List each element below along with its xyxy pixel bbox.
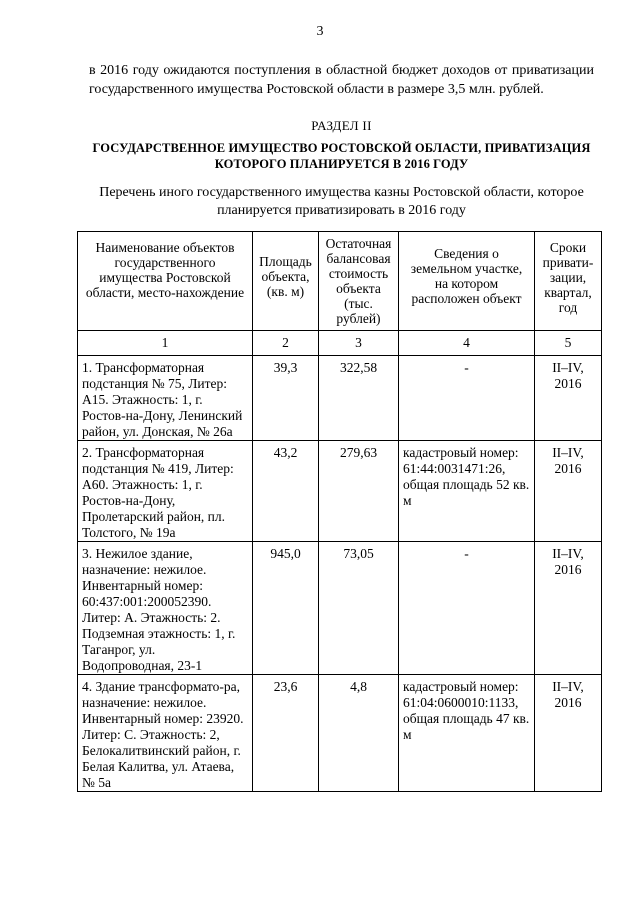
object-name: 4. Здание трансформато-ра, назначение: нежилое. Инвентарный номер: 23920. Литер: С. Этажность: 2, Белокалитвинский район, г. Белая Калитва, ул. Атаева, № 5а: [78, 675, 253, 792]
column-number: 2: [253, 331, 319, 356]
land-info: -: [399, 542, 535, 675]
header-area: Площадь объекта, (кв. м): [253, 232, 319, 331]
privatization-term: II–IV, 2016: [535, 675, 602, 792]
object-value: 4,8: [319, 675, 399, 792]
column-number: 3: [319, 331, 399, 356]
object-name: 1. Трансформаторная подстанция № 75, Литер: А15. Этажность: 1, г. Ростов-на-Дону, Ленинский район, ул. Донская, № 26а: [78, 356, 253, 441]
object-area: 43,2: [253, 441, 319, 542]
assets-table: [77, 231, 602, 792]
privatization-term: II–IV, 2016: [535, 356, 602, 441]
column-number: 1: [78, 331, 253, 356]
object-area: 39,3: [253, 356, 319, 441]
column-number: 4: [399, 331, 535, 356]
header-land: Сведения о земельном участке, на котором расположен объект: [399, 232, 535, 331]
table-row: [78, 441, 602, 542]
column-number-row: [78, 331, 602, 356]
table-row: [78, 542, 602, 675]
land-info: кадастровый номер: 61:04:0600010:1133, общая площадь 47 кв. м: [399, 675, 535, 792]
object-area: 23,6: [253, 675, 319, 792]
object-name: 3. Нежилое здание, назначение: нежилое. Инвентарный номер: 60:437:001:200052390. Литер: А. Этажность: 2. Подземная этажность: 1, г. Таганрог, ул. Водопроводная, 23-1: [78, 542, 253, 675]
object-name: 2. Трансформаторная подстанция № 419, Литер: А60. Этажность: 1, г. Ростов-на-Дону, Пролетарский район, пл. Толстого, № 19а: [78, 441, 253, 542]
header-name: Наименование объектов государственного имущества Ростовской области, место-нахождение: [78, 232, 253, 331]
section-title: ГОСУДАРСТВЕННОЕ ИМУЩЕСТВО РОСТОВСКОЙ ОБЛАСТИ, ПРИВАТИЗАЦИЯ КОТОРОГО ПЛАНИРУЕТСЯ В 2016 ГОДУ: [92, 141, 591, 171]
object-value: 73,05: [319, 542, 399, 675]
header-term: Сроки привати-зации, квартал, год: [535, 232, 602, 331]
land-info: -: [399, 356, 535, 441]
object-value: 322,58: [319, 356, 399, 441]
list-heading: Перечень иного государственного имущества казны Ростовской области, которое планируется приватизировать в 2016 году: [99, 185, 584, 218]
intro-paragraph: в 2016 году ожидаются поступления в областной бюджет доходов от приватизации государственного имущества Ростовской области в размере 3,5 млн. рублей.: [89, 63, 594, 97]
privatization-term: II–IV, 2016: [535, 542, 602, 675]
object-area: 945,0: [253, 542, 319, 675]
column-number: 5: [535, 331, 602, 356]
privatization-term: II–IV, 2016: [535, 441, 602, 542]
table-row: [78, 356, 602, 441]
header-value: Остаточная балансовая стоимость объекта (тыс. рублей): [319, 232, 399, 331]
section-label: РАЗДЕЛ II: [311, 118, 372, 133]
land-info: кадастровый номер: 61:44:0031471:26, общая площадь 52 кв. м: [399, 441, 535, 542]
object-value: 279,63: [319, 441, 399, 542]
table-row: [78, 675, 602, 792]
page-number: 3: [316, 24, 324, 39]
table-header-row: [78, 232, 602, 331]
